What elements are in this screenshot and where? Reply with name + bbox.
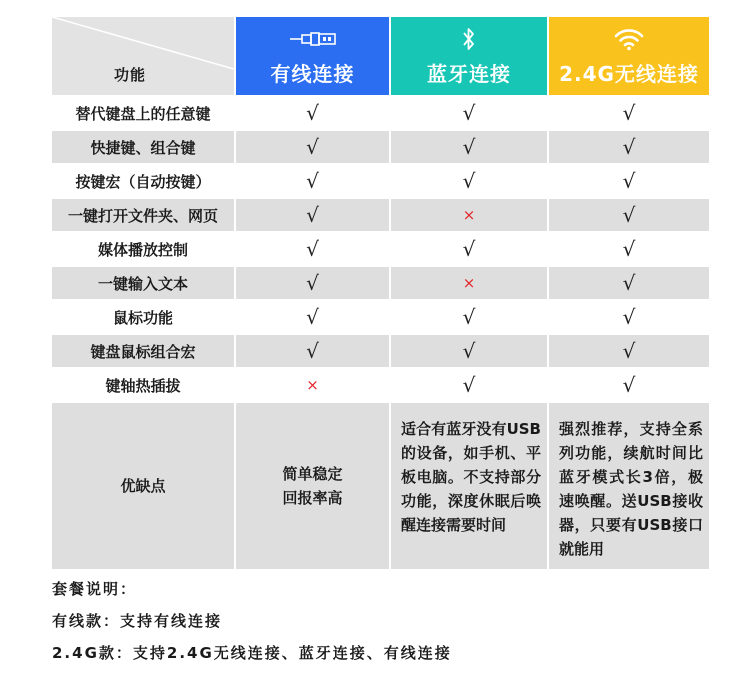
pros-label: 优缺点	[52, 403, 234, 569]
wired-cell	[236, 233, 389, 265]
check-mark: √	[462, 135, 476, 159]
wired-cell	[236, 131, 389, 163]
check-mark: √	[622, 373, 636, 397]
comparison-table	[52, 17, 709, 569]
check-mark: √	[622, 203, 636, 227]
table-row	[52, 369, 709, 401]
feature-cell	[52, 335, 234, 367]
table-row	[52, 165, 709, 197]
wired-cell	[236, 335, 389, 367]
table-row	[52, 267, 709, 299]
pros-cons-row	[52, 403, 709, 569]
wifi-cell	[549, 301, 709, 333]
feature-label: 快捷键、组合键	[90, 138, 196, 157]
feature-label: 按键宏（自动按键）	[75, 172, 211, 191]
header-row	[52, 17, 709, 95]
feature-cell	[52, 301, 234, 333]
package-notes	[52, 578, 452, 674]
wifi-cell	[549, 267, 709, 299]
wired-cell	[236, 97, 389, 129]
check-mark: √	[462, 373, 476, 397]
check-mark: √	[306, 169, 319, 193]
check-mark: √	[622, 237, 636, 261]
check-mark: √	[462, 305, 476, 329]
wifi-cell	[549, 335, 709, 367]
check-mark: √	[622, 101, 636, 125]
bluetooth-cell	[391, 301, 547, 333]
header-wifi	[549, 17, 709, 95]
header-corner	[52, 17, 234, 95]
feature-cell	[52, 131, 234, 163]
bluetooth-cell	[391, 97, 547, 129]
check-mark: √	[622, 339, 636, 363]
feature-label: 鼠标功能	[112, 308, 173, 327]
feature-cell	[52, 369, 234, 401]
table-row	[52, 131, 709, 163]
check-mark: √	[306, 271, 319, 295]
bluetooth-column-title: 蓝牙连接	[427, 61, 511, 86]
check-mark: √	[462, 339, 476, 363]
check-mark: √	[306, 135, 319, 159]
notes-wired: 有线款：支持有线连接	[52, 612, 223, 630]
feature-cell	[52, 165, 234, 197]
table-row	[52, 199, 709, 231]
feature-label: 键盘鼠标组合宏	[90, 342, 196, 361]
wired-cell	[236, 165, 389, 197]
pros-bluetooth: 适合有蓝牙没有USB的设备，如手机、平板电脑。不支持部分功能，深度休眠后唤醒连接需要时间	[391, 403, 547, 569]
pros-wired-line: 回报率高	[282, 489, 343, 507]
wifi-cell	[549, 233, 709, 265]
wifi-column-title: 2.4G无线连接	[559, 61, 699, 86]
check-mark: √	[622, 271, 636, 295]
check-mark: √	[462, 169, 476, 193]
usb-cable-icon	[288, 26, 338, 52]
wifi-cell	[549, 199, 709, 231]
feature-label: 键轴热插拔	[105, 376, 181, 395]
check-mark: √	[622, 169, 636, 193]
bluetooth-cell	[391, 233, 547, 265]
cross-mark: ×	[306, 376, 319, 394]
wifi-cell	[549, 369, 709, 401]
wifi-cell	[549, 131, 709, 163]
check-mark: √	[306, 101, 319, 125]
check-mark: √	[622, 135, 636, 159]
wired-cell	[236, 369, 389, 401]
check-mark: √	[622, 305, 636, 329]
bluetooth-cell	[391, 335, 547, 367]
check-mark: √	[306, 237, 319, 261]
wifi-icon	[614, 26, 644, 52]
feature-label: 媒体播放控制	[97, 240, 188, 259]
header-wired	[236, 17, 389, 95]
pros-wifi: 强烈推荐，支持全系列功能，续航时间比蓝牙模式长3倍，极速唤醒。送USB接收器，只要有USB接口就能用	[549, 403, 709, 569]
table-row	[52, 301, 709, 333]
table-row	[52, 335, 709, 367]
table-row	[52, 97, 709, 129]
feature-cell	[52, 233, 234, 265]
check-mark: √	[462, 237, 476, 261]
feature-label: 一键输入文本	[97, 274, 188, 293]
wifi-cell	[549, 165, 709, 197]
check-mark: √	[462, 101, 476, 125]
feature-label: 一键打开文件夹、网页	[67, 206, 218, 225]
feature-cell	[52, 199, 234, 231]
bluetooth-cell	[391, 267, 547, 299]
feature-cell	[52, 97, 234, 129]
check-mark: √	[306, 339, 319, 363]
bluetooth-cell	[391, 165, 547, 197]
notes-title: 套餐说明：	[52, 580, 138, 598]
wifi-cell	[549, 97, 709, 129]
wired-cell	[236, 199, 389, 231]
bluetooth-cell	[391, 131, 547, 163]
header-bluetooth	[391, 17, 547, 95]
check-mark: √	[306, 203, 319, 227]
pros-wired-line: 简单稳定	[282, 465, 343, 483]
notes-wireless: 2.4G款：支持2.4G无线连接、蓝牙连接、有线连接	[52, 644, 452, 662]
bluetooth-cell	[391, 199, 547, 231]
table-row	[52, 233, 709, 265]
wired-cell	[236, 267, 389, 299]
function-label: 功能	[114, 66, 147, 84]
feature-label: 替代键盘上的任意键	[75, 104, 211, 123]
cross-mark: ×	[462, 274, 476, 292]
wired-cell	[236, 301, 389, 333]
check-mark: √	[306, 305, 319, 329]
pros-wired	[236, 403, 389, 569]
feature-cell	[52, 267, 234, 299]
cross-mark: ×	[462, 206, 476, 224]
bluetooth-cell	[391, 369, 547, 401]
wired-column-title: 有线连接	[270, 61, 355, 86]
bluetooth-icon	[462, 26, 476, 52]
